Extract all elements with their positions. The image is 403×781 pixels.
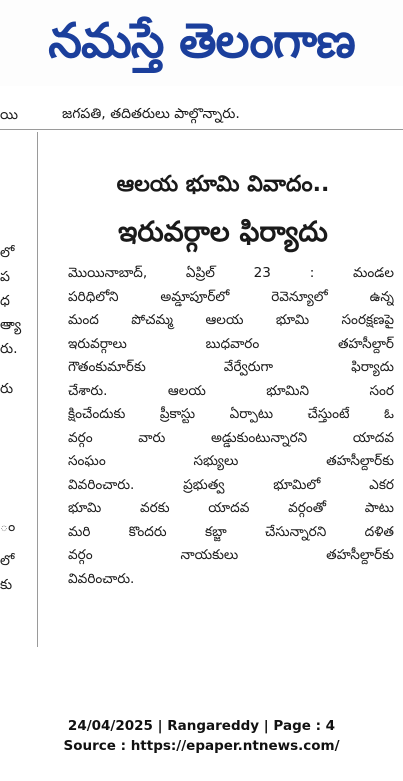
left-fragment: రు xyxy=(0,381,14,397)
left-column-fragments xyxy=(0,100,24,601)
left-fragment: ం xyxy=(0,519,16,535)
footer-date-edition: 24/04/2025 | Rangareddy | Page : 4 xyxy=(67,718,336,734)
left-fragment: ఆ్యా xyxy=(0,317,22,333)
left-fragment: ధ xyxy=(0,293,10,309)
left-fragment: కు xyxy=(0,577,13,593)
body-line: మరి కొందరు కబ్జా చేసున్నారని దళిత xyxy=(68,523,394,540)
article-body xyxy=(68,262,394,591)
body-line: మొయినాబాద్, ఏప్రిల్ 23 : మండల xyxy=(68,265,394,281)
left-fragment: లో xyxy=(0,245,15,261)
body-line: వర్గం వారు అడ్డుకుంటున్నారని యాదవ xyxy=(68,429,394,446)
body-line: చేశారు. ఆలయ భూమిని సంర xyxy=(68,382,394,399)
column-divider xyxy=(37,132,38,647)
left-fragment: లో xyxy=(0,553,15,569)
horizontal-rule xyxy=(0,129,403,130)
footer xyxy=(0,716,403,756)
body-line: క్షించేందుకు ప్రీకాస్టు ఏర్పాటు చేస్తుంటే ఓ xyxy=(68,406,394,422)
left-fragment: రు. xyxy=(0,341,18,357)
footer-source: Source : https://epaper.ntnews.com/ xyxy=(63,738,340,754)
body-line: వర్గం నాయకులు తహసీల్దార్‌కు xyxy=(68,547,394,563)
left-fragment: ప xyxy=(0,269,10,285)
newspaper-logo: నమస్తే తెలంగాణ xyxy=(48,13,355,69)
top-continuation-line: జగపతి, తదితరులు పాల్గొన్నారు. xyxy=(62,106,240,122)
body-line: వివరించారు. xyxy=(68,570,135,587)
body-line: గౌతంకుమార్‌కు వేర్వేరుగా ఫిర్యాదు xyxy=(68,359,394,375)
body-line: భూమి వరకు యాదవ వర్గంతో పాటు xyxy=(68,500,394,516)
article-headline-2: ఇరువర్గాల ఫిర్యాదు xyxy=(118,215,328,248)
left-fragment: యి xyxy=(0,107,19,123)
body-line: సంఘం సభ్యులు తహసీల్దార్‌కు xyxy=(68,453,394,469)
masthead xyxy=(0,0,403,86)
body-line: ఇరువర్గాలు బుధవారం తహసీల్దార్ xyxy=(68,335,394,352)
body-line: పరిధిలోని అమ్డాపూర్‌లో రెవెన్యూలో ఉన్న xyxy=(68,288,394,305)
article-headline-1: ఆలయ భూమి వివాదం.. xyxy=(116,172,330,197)
body-line: వివరించారు. ప్రభుత్వ భూమిలో ఎకర xyxy=(68,476,394,493)
body-line: మంద పోచమ్మ ఆలయ భూమి సంరక్షణపై xyxy=(68,312,394,328)
